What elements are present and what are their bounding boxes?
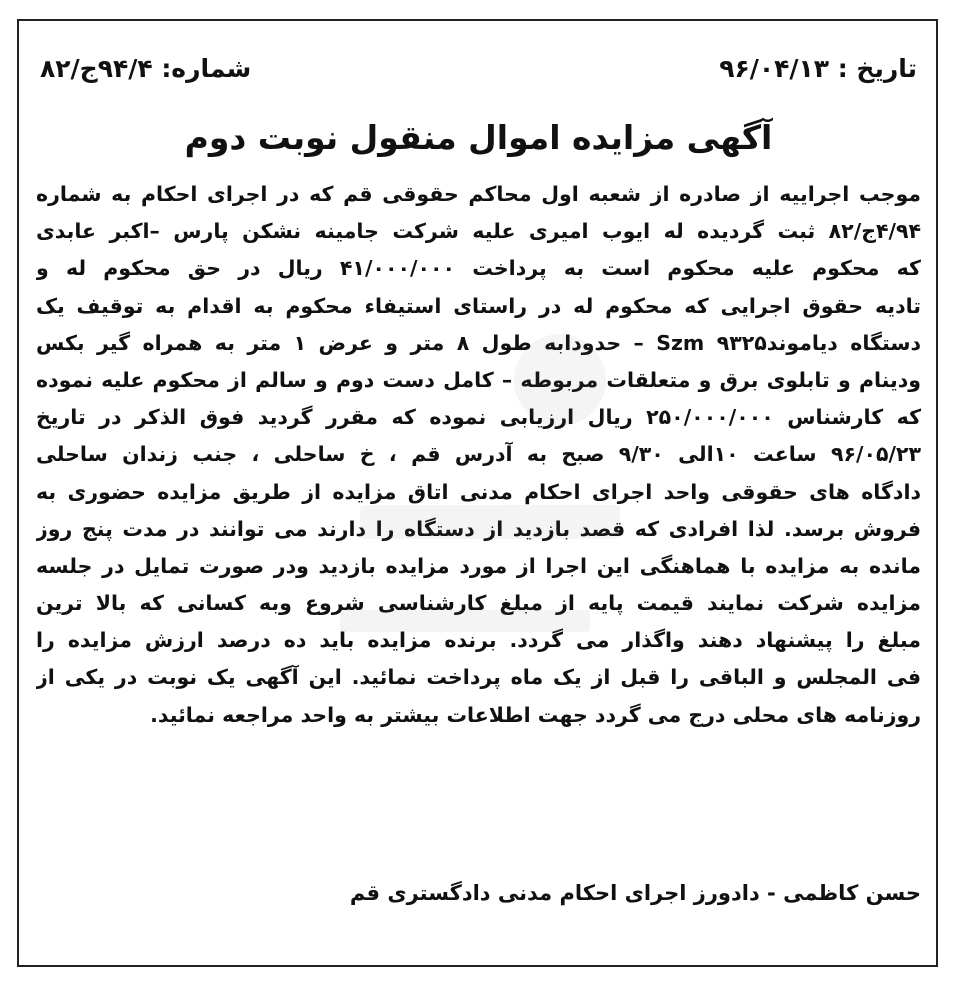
- body-line: دادگاه های حقوقی واحد اجرای احکام مدنی اتاق مزایده از طریق مزایده حضوری به: [36, 479, 921, 504]
- notice-title: آگهی مزایده اموال منقول نوبت دوم: [184, 118, 773, 157]
- body-line: ۴/۹۴ج/۸۲ ثبت گردیده له ایوب امیری علیه شرکت جامینه نشکن پارس –اکبر عابدی: [36, 219, 921, 244]
- signer-name: حسن کاظمی -: [767, 881, 921, 905]
- notice-signature: [36, 876, 921, 910]
- body-line: که محکوم علیه محکوم است به پرداخت ۴۱/۰۰۰/۰۰۰ ریال در حق محکوم له و: [36, 256, 921, 281]
- notice-header: [40, 48, 917, 88]
- body-line: مانده به مزایده با هماهنگی این اجرا از مورد مزایده بازدید ودر صورت تمایل در جلسه: [36, 553, 921, 578]
- body-line: ودینام و تابلوی برق و متعلقات مربوطه – کامل دست دوم و سالم از محکوم علیه نموده: [36, 367, 921, 392]
- signer-role: دادورز اجرای احکام مدنی دادگستری قم: [349, 881, 760, 905]
- body-line: ۹۶/۰۵/۲۳ ساعت ۱۰الی ۹/۳۰ صبح به آدرس قم ، خ ساحلی ، جنب زندان ساحلی: [36, 442, 921, 467]
- body-line: مزایده شرکت نمایند قیمت پایه از مبلغ کارشناسی شروع وبه کسانی که بالا ترین: [36, 591, 921, 616]
- notice-date: تاریخ : ۹۶/۰۴/۱۳: [719, 53, 917, 83]
- body-line: دستگاه دیاموند۹۳۲۵ Szm – حدودابه طول ۸ متر و عرض ۱ متر به همراه گیر بکس: [36, 330, 921, 355]
- body-line: مبلغ را پیشنهاد دهند واگذار می گردد. برنده مزایده باید ده درصد ارزش مزایده را: [36, 628, 921, 653]
- body-line: که کارشناس ۲۵۰/۰۰۰/۰۰۰ ریال ارزیابی نموده که مقرر گردید فوق الذکر در تاریخ: [36, 405, 921, 430]
- body-line: موجب اجراییه از صادره از شعبه اول محاکم حقوقی قم که در اجرای احکام به شماره: [36, 182, 921, 206]
- body-line: فروش برسد. لذا افرادی که قصد بازدید از دستگاه را دارند می توانند در مدت پنج روز: [36, 516, 921, 541]
- signer-block: [350, 876, 921, 910]
- body-line: تادیه حقوق اجرایی که محکوم له در راستای استیفاء محکوم به اقدام به توقیف یک: [36, 293, 921, 318]
- body-line: فی المجلس و الباقی را قبل از یک ماه پرداخت نمائید. این آگهی یک نوبت در یکی از: [36, 665, 921, 690]
- notice-body: [36, 176, 921, 734]
- body-line: روزنامه های محلی درج می گردد جهت اطلاعات بیشتر به واحد مراجعه نمائید.: [150, 702, 921, 727]
- notice-number: شماره: ۹۴/۴ج/۸۲: [40, 53, 252, 83]
